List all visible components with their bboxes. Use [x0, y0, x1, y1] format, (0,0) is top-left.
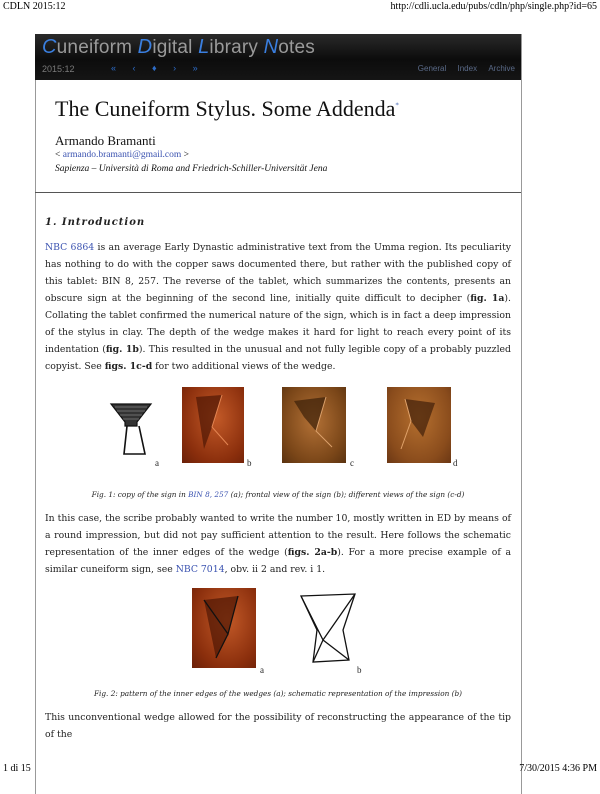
title-footnote-mark[interactable]: * — [395, 101, 399, 110]
author-email-line: < armando.bramanti@gmail.com > — [55, 150, 189, 160]
sign-photo-view-c — [282, 387, 346, 463]
figure-2-caption: Fig. 2: pattern of the inner edges of the wedges (a); schematic representation of the impression (b) — [93, 689, 463, 698]
impression-schematic — [293, 590, 363, 670]
last-issue-icon[interactable]: » — [192, 63, 198, 73]
sign-photo-view-d — [387, 387, 451, 463]
print-timestamp: 7/30/2015 4:36 PM — [519, 763, 597, 774]
paragraph-2: In this case, the scribe probably wanted to write the number 10, mostly written in ED by means of a round impression, but did not pay sufficient attention to the result. Here follows the schematic representation of the inner edges of the wedge (figs. 2a-b). For a more precise example of a similar cuneiform sign, see NBC 7014, obv. ii 2 and rev. i 1. — [45, 513, 511, 575]
bin-8-257-link[interactable]: BIN 8, 257 — [188, 490, 229, 499]
nbc-7014-link[interactable]: NBC 7014 — [175, 564, 225, 575]
figure-2b-label: b — [357, 665, 362, 675]
index-link[interactable]: Index — [457, 64, 478, 73]
next-issue-icon[interactable]: › — [173, 63, 177, 73]
figure-1 — [45, 385, 511, 485]
first-issue-icon[interactable]: « — [111, 63, 117, 73]
figure-1c-label: c — [350, 458, 354, 468]
author-affiliation: Sapienza – Università di Roma and Friedrich-Schiller-Universität Jena — [55, 164, 328, 174]
author-email-link[interactable]: armando.bramanti@gmail.com — [62, 150, 182, 160]
figure-2a-label: a — [260, 665, 264, 675]
site-title[interactable]: Cuneiform Digital Library Notes — [42, 36, 315, 58]
paragraph-3: This unconventional wedge allowed for the possibility of reconstructing the appearance of the tip of the — [45, 712, 511, 740]
author-name: Armando Bramanti — [55, 133, 156, 148]
archive-link[interactable]: Archive — [488, 64, 515, 73]
figure-1d-label: d — [453, 458, 458, 468]
section-heading: 1. Introduction — [45, 217, 146, 228]
sign-photo-front — [182, 387, 244, 463]
article-title: The Cuneiform Stylus. Some Addenda* — [55, 96, 399, 121]
sign-copy-drawing — [107, 400, 155, 460]
figure-2 — [45, 588, 511, 684]
figure-1a-label: a — [155, 458, 159, 468]
site-banner — [35, 34, 521, 80]
inner-edges-photo — [192, 588, 256, 668]
print-header-left: CDLN 2015:12 — [3, 1, 66, 12]
article-body — [45, 196, 511, 753]
issue-navigation — [111, 63, 212, 73]
issue-number: 2015:12 — [42, 64, 75, 74]
banner-links — [409, 64, 515, 73]
general-link[interactable]: General — [417, 64, 447, 73]
figure-1-caption: Fig. 1: copy of the sign in BIN 8, 257 (a); frontal view of the sign (b); different views of the sign (c-d) — [91, 490, 465, 499]
print-header-url: http://cdli.ucla.edu/pubs/cdln/php/single.php?id=65 — [390, 1, 597, 12]
paragraph-1: NBC 6864 is an average Early Dynastic administrative text from the Umma region. Its peculiarity has nothing to do with the copper saws documented there, but rather with the published copy of this tablet: BIN 8, 257. The reverse of the tablet, which summarizes the contents, presents an obscure sign at the beginning of the second line, initially quite difficult to decipher (fig. 1a). Collating the tablet confirmed the numerical nature of the sign, which is in fact a deep impression of the stylus in clay. The depth of the wedge makes it hard for light to reach every point of its indentation (fig. 1b). This resulted in the unusual and not fully legible copy of a probably puzzled copyist. See figs. 1c-d for two additional views of the wedge. — [45, 242, 512, 372]
page-count: 1 di 15 — [3, 763, 31, 774]
print-header — [0, 0, 600, 14]
article-header — [35, 80, 521, 193]
nbc-6864-link[interactable]: NBC 6864 — [45, 242, 95, 253]
print-footer — [0, 762, 600, 776]
previous-issue-icon[interactable]: ‹ — [132, 63, 136, 73]
current-issue-icon[interactable]: ♦ — [152, 63, 157, 73]
figure-1b-label: b — [247, 458, 252, 468]
